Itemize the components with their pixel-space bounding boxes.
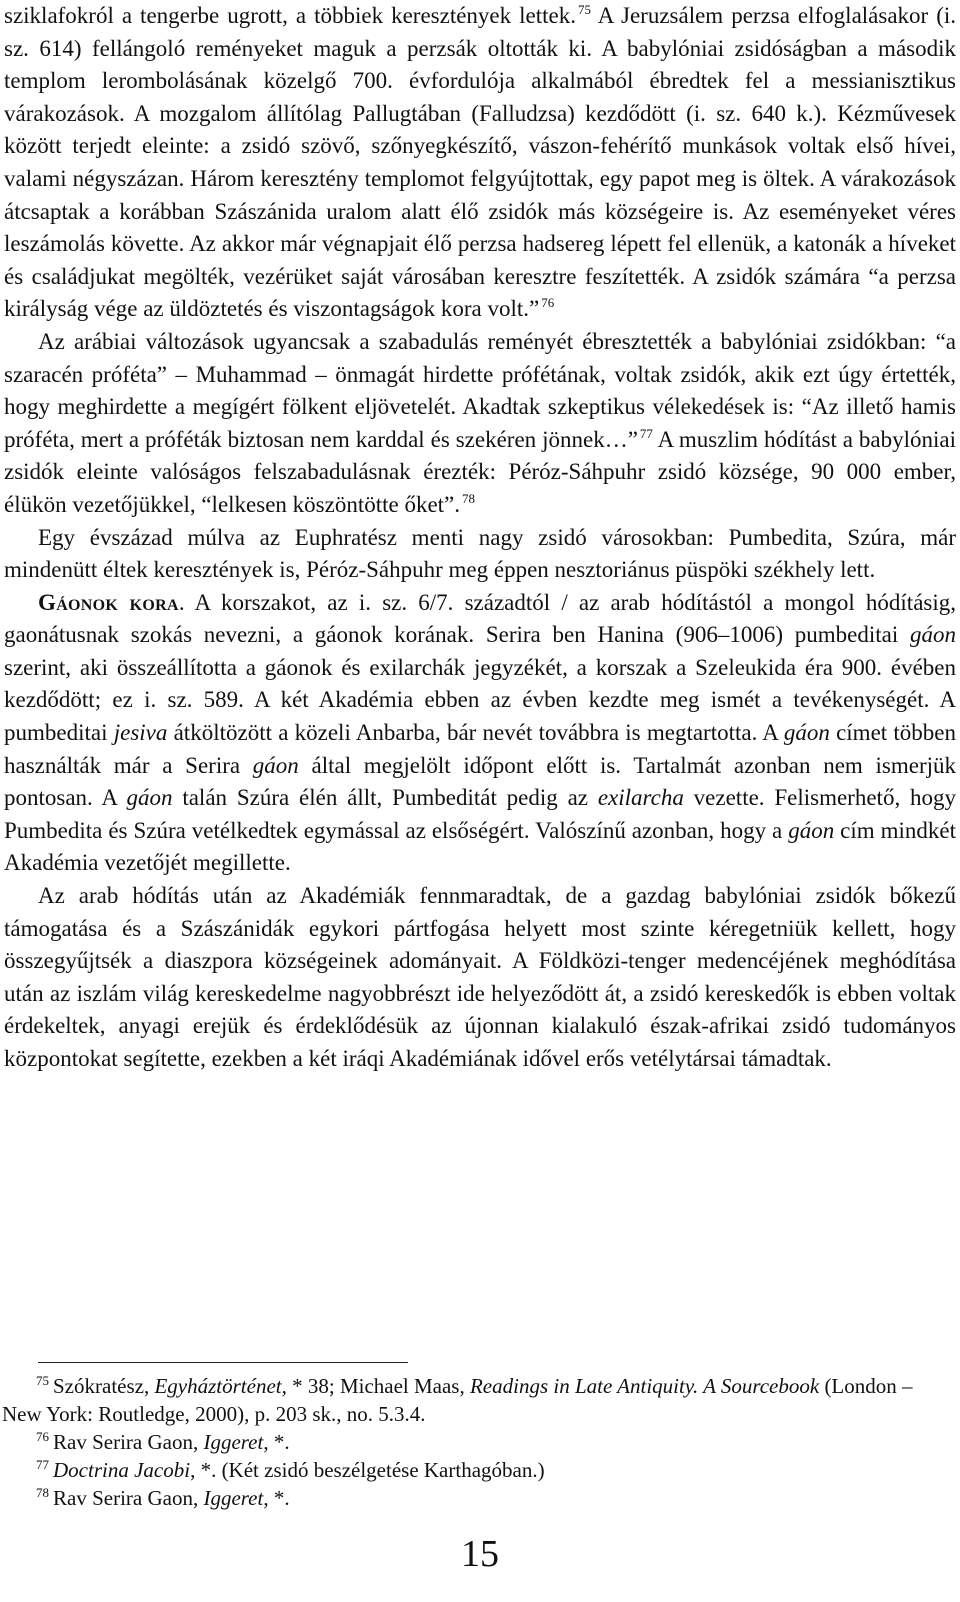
italic-term: gáon bbox=[783, 720, 830, 746]
footnote-ref[interactable]: 75 bbox=[577, 2, 591, 17]
footnote-divider bbox=[38, 1362, 408, 1363]
paragraph-text: sziklafokról a tengerbe ugrott, a többiek keresztények lettek. bbox=[4, 3, 576, 28]
footnote-text: , *. bbox=[263, 1486, 290, 1510]
paragraph bbox=[4, 326, 956, 522]
footnote-text: , *. (Két zsidó beszélgetése Karthagóban.) bbox=[190, 1458, 545, 1482]
paragraph-text: szerint, aki összeállította a gáonok és exilarchák jegyzékét, a korszak a Szeleukida éra 900. évében kezdődött; ez i. sz. 589. A két Akadémia ebben az évben kezdte meg ismét a tevékenységét. A pumbeditai bbox=[4, 654, 956, 746]
footnote bbox=[2, 1456, 938, 1484]
italic-term: gáon bbox=[252, 752, 299, 778]
paragraph bbox=[4, 587, 956, 880]
body-text bbox=[4, 0, 956, 1076]
italic-term: gáon bbox=[126, 785, 173, 811]
footnote-ref[interactable]: 76 bbox=[541, 295, 555, 311]
paragraph-text: cím mindkét Akadémia vezetőjét megillette. bbox=[4, 817, 956, 876]
footnote-ref[interactable]: 77 bbox=[639, 425, 653, 441]
page-number: 15 bbox=[461, 1533, 499, 1575]
footnote-title: Doctrina Jacobi bbox=[53, 1458, 191, 1482]
paragraph-text: Az arábiai változások ugyancsak a szabadulás reményét ébresztették a babylóniai zsidókban: “a szaracén próféta” – Muhammad – önmagát hirdette prófétának, voltak zsidók, akik ezt úgy értették, hogy meghirdette a megígért fölkent eljövetelét. Akadtak szkeptikus vélekedések is: “Az illető hamis próféta, mert a próféták biztosan nem karddal és szekéren jönnek…” bbox=[4, 328, 956, 452]
italic-term: gáon bbox=[910, 622, 956, 648]
footnote-title: Readings in Late Antiquity. A Sourcebook bbox=[469, 1374, 820, 1398]
italic-term: gáon bbox=[788, 817, 835, 843]
paragraph-text: A Jeruzsálem perzsa elfoglalásakor (i. sz. 614) fellángoló reményeket maguk a perzsák oltották ki. A babylóniai zsidóságban a második templom lerombolásának közelgő 700. évfordulója alkalmából ébredtek fel a messianisztikus várakozások. A mozgalom állítólag Pallugtában (Falludzsa) kezdődött (i. sz. 640 k.). Kézművesek között terjedt eleinte: a zsidó szövő, szőnyegkészítő, vászon-fehérítő munkások voltak első hívei, valami négyszázan. Három keresztény templomot felgyújtottak, egy papot meg is öltek. A várakozások átcsaptak a korábban Szászánida uralom alatt élő zsidók más községeire is. Az eseményeket véres leszámolás követte. Az akkor már végnapjait élő perzsa hadsereg lépett fel ellenük, a katonák a híveket és családjukat megölték, vezérüket saját városában keresztre feszítették. A zsidók számára “a perzsa királyság vége az üldöztetés és viszontagságok kora volt.” bbox=[4, 3, 956, 322]
footnote-number: 78 bbox=[36, 1485, 49, 1500]
footnote-text: Rav Serira Gaon, bbox=[53, 1486, 204, 1510]
paragraph-text: . A korszakot, az i. sz. 6/7. századtól / az arab hódítástól a mongol hódításig, gaonátusnak szokás nevezni, a gáonok korának. Serira ben Hanina (906–1006) pumbeditai bbox=[4, 589, 956, 648]
footnote-title: Iggeret bbox=[203, 1430, 264, 1454]
footnote-number: 75 bbox=[36, 1373, 49, 1388]
footnote bbox=[2, 1428, 938, 1456]
footnote-number: 77 bbox=[36, 1457, 49, 1472]
italic-term: jesiva bbox=[113, 720, 168, 746]
section-heading: Gáonok kora bbox=[38, 589, 179, 615]
footnote-text: Rav Serira Gaon, bbox=[53, 1430, 204, 1454]
paragraph bbox=[4, 0, 956, 326]
paragraph-text: átköltözött a közeli Anbarba, bár nevét továbbra is megtartotta. A bbox=[167, 720, 784, 746]
footnote-text: , * 38; Michael Maas, bbox=[281, 1374, 470, 1398]
paragraph: Az arab hódítás után az Akadémiák fennmaradtak, de a gazdag babylóniai zsidók bőkezű támogatása és a Szászánidák egykori pártfogása helyett most szinte kéregetniük kellett, hogy összegyűjtsék a diaszpora községeinek adományait. A Földközi-tenger medencéjének meghódítása után az iszlám világ kereskedelme nagyobbrészt ide helyeződött át, a zsidó kereskedők is ebben voltak érdekeltek, anyagi erejük és érdeklődésük az újonnan kialakuló észak-afrikai zsidó tudományos központokat segítette, ezekben a két iráqi Akadémiának idővel erős vetélytársai támadtak. bbox=[4, 883, 956, 1071]
paragraph-text: vezette. Felismerhető, hogy Pumbedita és Szúra vetélkedtek egymással az elsőségért. Valószínű azonban, hogy a bbox=[4, 785, 957, 843]
footnote-title: Egyháztörténet bbox=[154, 1374, 282, 1398]
footnote bbox=[2, 1372, 938, 1428]
footnote bbox=[2, 1484, 938, 1512]
footnote-ref[interactable]: 78 bbox=[462, 490, 476, 506]
paragraph-text: talán Szúra élén állt, Pumbeditát pedig az bbox=[172, 785, 598, 811]
footnote-text: Szókratész, bbox=[53, 1374, 155, 1398]
footnote-title: Iggeret bbox=[203, 1486, 264, 1510]
footnote-text: , *. bbox=[263, 1430, 290, 1454]
footnote-text: (London – New York: Routledge, 2000), p. 203 sk., no. 5.3.4. bbox=[2, 1374, 913, 1426]
paragraph-text: A muszlim hódítást a babylóniai zsidók eleinte valóságos felszabadulásnak érezték: Péróz-Sáhpuhr zsidó községe, 90 000 ember, élükön vezetőjükkel, “lelkesen köszöntötte őket”. bbox=[4, 426, 956, 517]
footnote-number: 76 bbox=[36, 1429, 49, 1444]
footnotes bbox=[2, 1372, 938, 1512]
italic-term: exilarcha bbox=[597, 785, 684, 811]
paragraph: Egy évszázad múlva az Euphratész menti nagy zsidó városokban: Pumbedita, Szúra, már mindenütt éltek keresztények is, Péróz-Sáhpuhr meg éppen nesztoriánus püspöki székhely lett. bbox=[4, 524, 956, 583]
paragraph-text: címet többen használták már a Serira bbox=[4, 720, 957, 778]
paragraph-text: által megjelölt időpont előtt is. Tartalmát azonban nem ismerjük pontosan. A bbox=[4, 752, 956, 811]
